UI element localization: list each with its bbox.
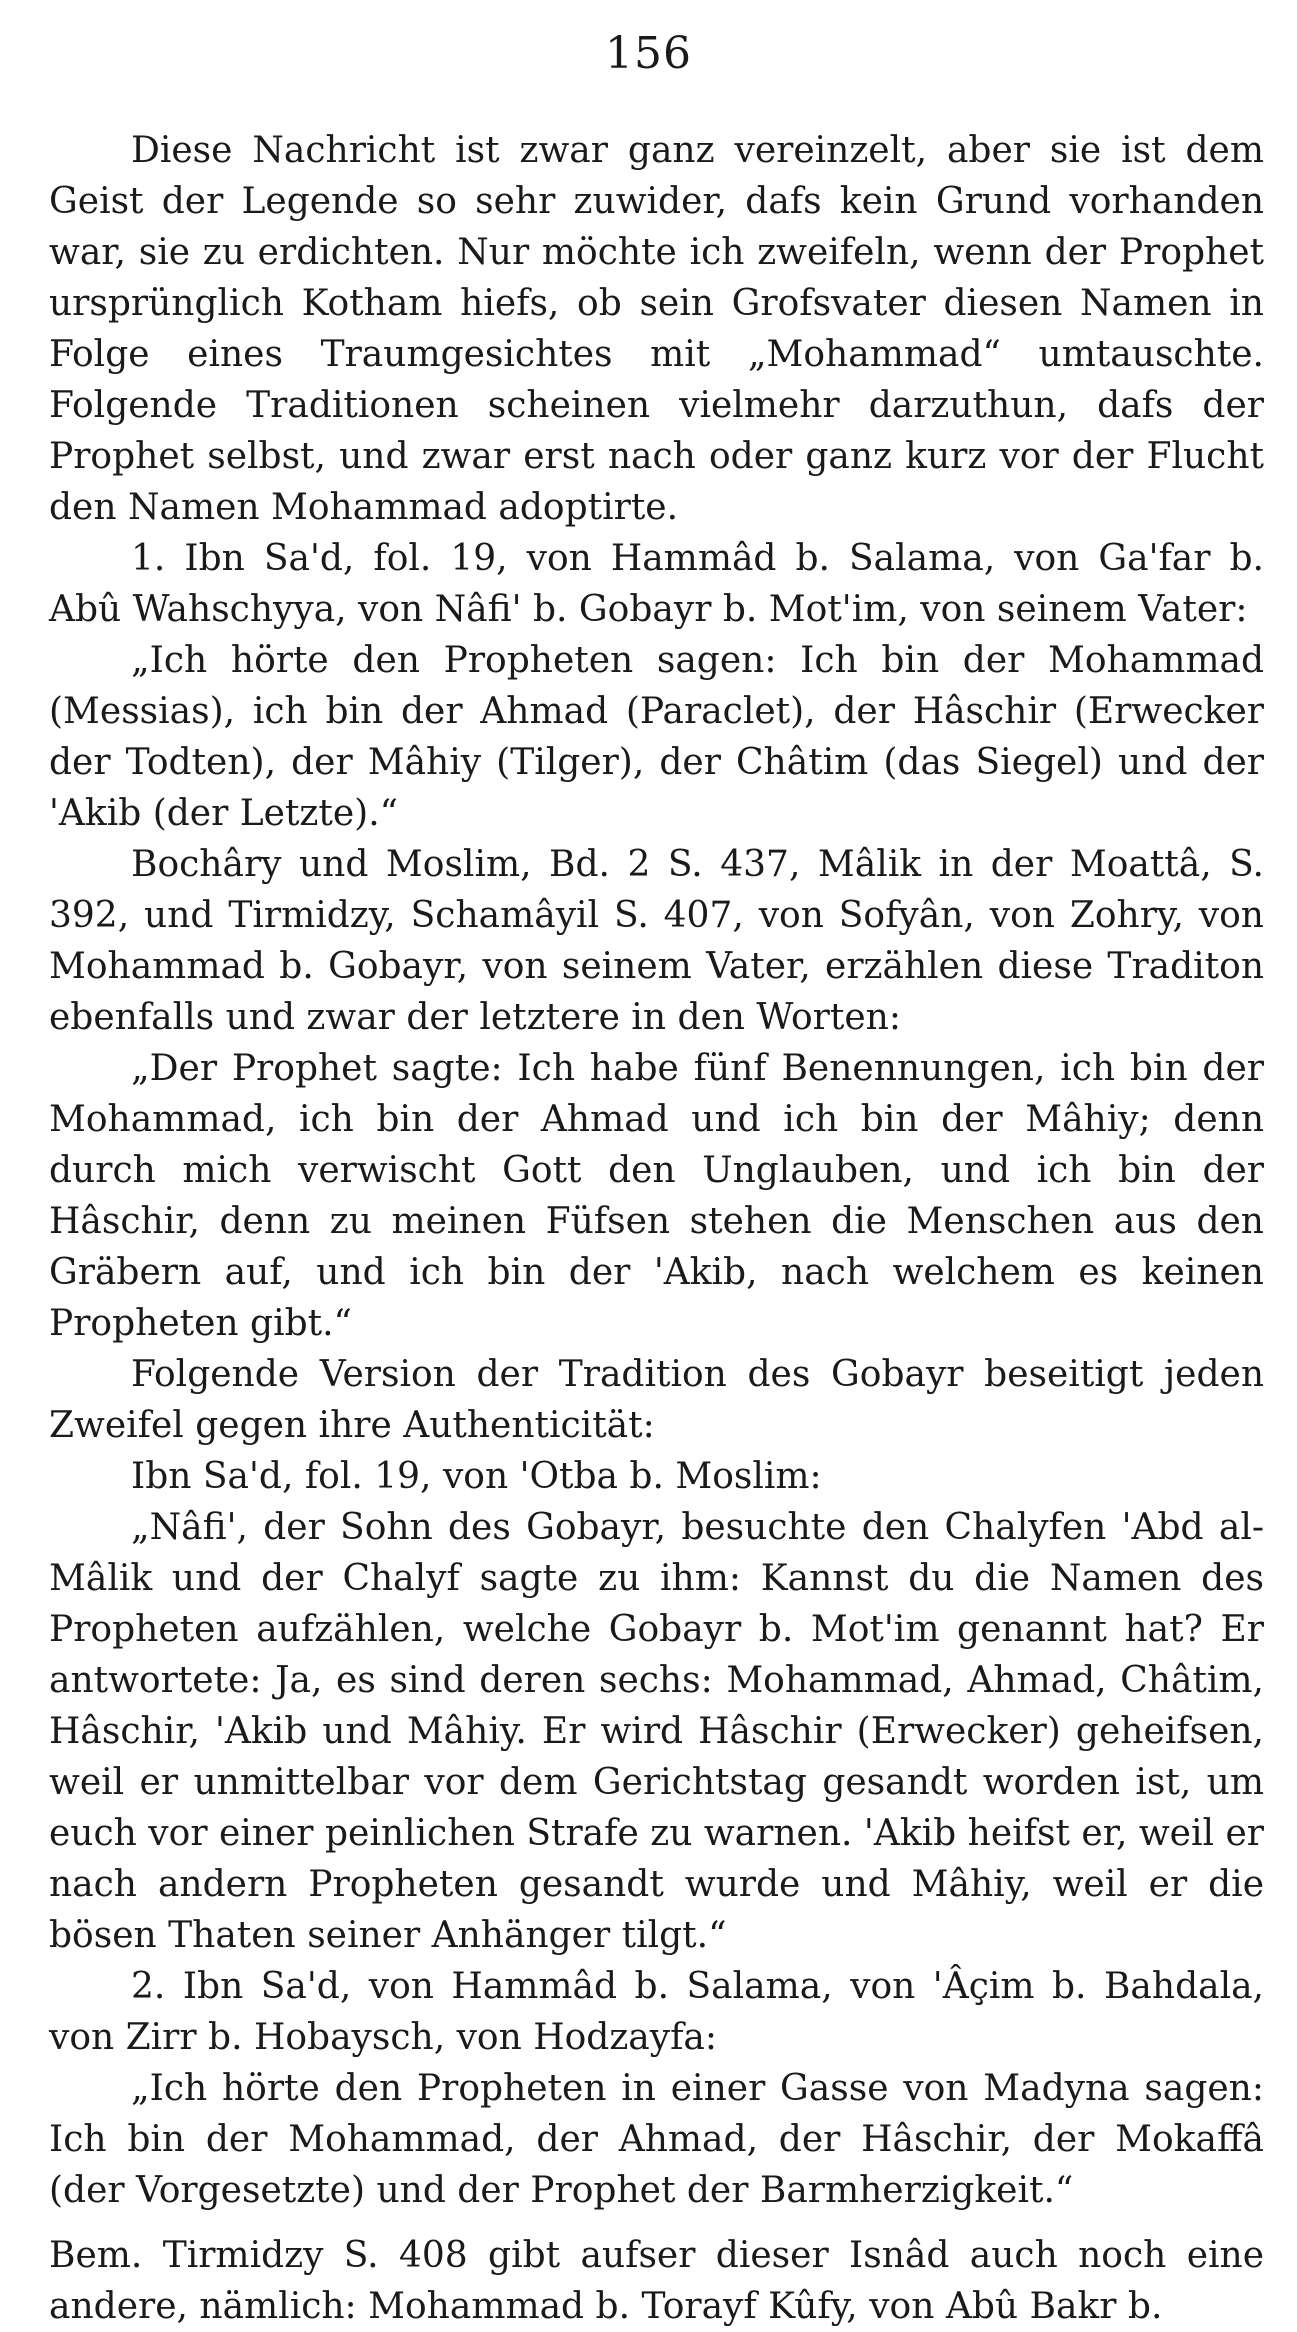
paragraph-gobayr-version: Folgende Version der Tradition des Gobayr beseitigt jeden Zweifel gegen ihre Authenticität:: [49, 1354, 1264, 1446]
paragraph-tradition-1-isnad: 1. Ibn Sa'd, fol. 19, von Hammâd b. Salama, von Ga'far b. Abû Wahschyya, von Nâfi' b. Gobayr b. Mot'im, von seinem Vater:: [49, 538, 1264, 630]
paragraph-remark: Bem. Tirmidzy S. 408 gibt aufser dieser Isnâd auch noch eine andere, nämlich: Mohammad b. Torayf Kûfy, von Abû Bakr b.: [49, 2235, 1264, 2327]
paragraph-five-names-quote: „Der Prophet sagte: Ich habe fünf Benennungen, ich bin der Mohammad, ich bin der Ahmad und ich bin der Mâhiy; denn durch mich verwischt Gott den Unglauben, und ich bin der Hâschir, denn zu meinen Füfsen stehen die Menschen aus den Gräbern auf, und ich bin der 'Akib, nach welchem es keinen Propheten gibt.“: [49, 1048, 1264, 1344]
paragraph-tradition-1-quote: „Ich hörte den Propheten sagen: Ich bin der Mohammad (Messias), ich bin der Ahmad (Paraclet), der Hâschir (Erwecker der Todten), der Mâhiy (Tilger), der Châtim (das Siegel) und der 'Akib (der Letzte).“: [49, 640, 1264, 834]
paragraph-tradition-2-isnad: 2. Ibn Sa'd, von Hammâd b. Salama, von 'Âçim b. Bahdala, von Zirr b. Hobaysch, von Hodzayfa:: [49, 1966, 1264, 2058]
paragraph-bochary-moslim: Bochâry und Moslim, Bd. 2 S. 437, Mâlik in der Moattâ, S. 392, und Tirmidzy, Schamâyil S. 407, von Sofyân, von Zohry, von Mohammad b. Gobayr, von seinem Vater, erzählen diese Traditon ebenfalls und zwar der letztere in den Worten:: [49, 844, 1264, 1038]
paragraph-nafi-quote: „Nâfi', der Sohn des Gobayr, besuchte den Chalyfen 'Abd al-Mâlik und der Chalyf sagte zu ihm: Kannst du die Namen des Propheten aufzählen, welche Gobayr b. Mot'im genannt hat? Er antwortete: Ja, es sind deren sechs: Mohammad, Ahmad, Châtim, Hâschir, 'Akib und Mâhiy. Er wird Hâschir (Erwecker) geheifsen, weil er unmittelbar vor dem Gerichtstag gesandt worden ist, um euch vor einer peinlichen Strafe zu warnen. 'Akib heifst er, weil er nach andern Propheten gesandt wurde und Mâhiy, weil er die bösen Thaten seiner Anhänger tilgt.“: [49, 1507, 1264, 1956]
page-number: 156: [605, 28, 692, 79]
paragraph-otba-isnad: Ibn Sa'd, fol. 19, von 'Otba b. Moslim:: [131, 1456, 822, 1497]
body-text: [49, 125, 1264, 2332]
paragraph-intro: Diese Nachricht ist zwar ganz vereinzelt, aber sie ist dem Geist der Legende so sehr zuwider, dafs kein Grund vorhanden war, sie zu erdichten. Nur möchte ich zweifeln, wenn der Prophet ursprünglich Kotham hiefs, ob sein Grofsvater diesen Namen in Folge eines Traumgesichtes mit „Mohammad“ umtauschte. Folgende Traditionen scheinen vielmehr darzuthun, dafs der Prophet selbst, und zwar erst nach oder ganz kurz vor der Flucht den Namen Mohammad adoptirte.: [49, 130, 1264, 528]
paragraph-tradition-2-quote: „Ich hörte den Propheten in einer Gasse von Madyna sagen: Ich bin der Mohammad, der Ahmad, der Hâschir, der Mokaffâ (der Vorgesetzte) und der Prophet der Barmherzigkeit.“: [49, 2068, 1264, 2211]
